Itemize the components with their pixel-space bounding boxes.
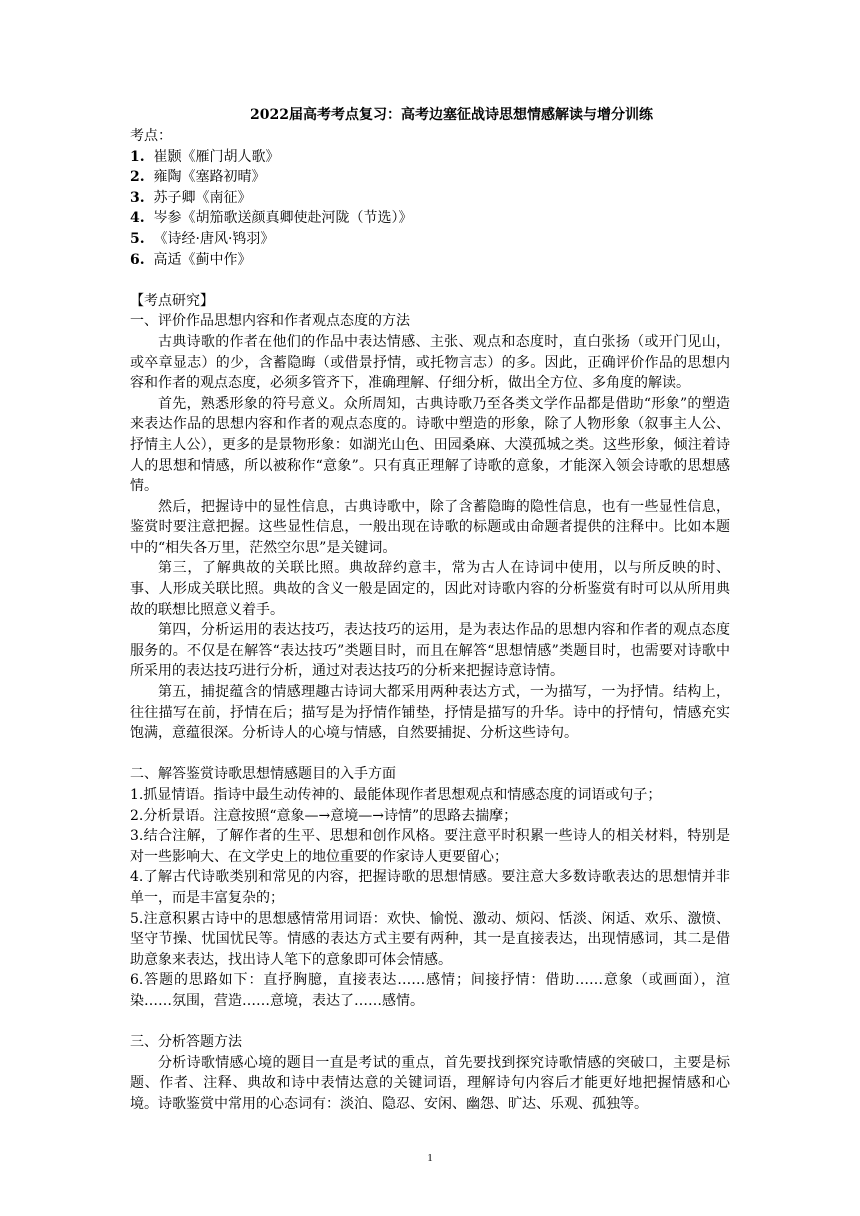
section-2-item: 1.抓显情语。指诗中最生动传神的、最能体现作者思想观点和情感态度的词语或句子； [130, 787, 662, 803]
section-1-paragraph: 首先，熟悉形象的符号意义。众所周知，古典诗歌乃至各类文学作品都是借助“形象”的塑造来表达作品的思想内容和作者的观点态度的。诗歌中塑造的形象，除了人物形象（叙事主人公、抒情主人公），更多的是景物形象：如湖光山色、田园桑麻、大漠孤城之类。这些形象，倾注着诗人的思想和情感，所以被称作“意象”。只有真正理解了诗歌的意象，才能深入领会诗歌的思想感情。 [130, 395, 730, 495]
kaodian-item-number: 6. [130, 251, 145, 268]
section-1-paragraph: 古典诗歌的作者在他们的作品中表达情感、主张、观点和态度时，直白张扬（或开门见山，或卒章显志）的少，含蓄隐晦（或借景抒情，或托物言志）的多。因此，正确评价作品的思想内容和作者的观点态度，必须多管齐下，准确理解、仔细分析，做出全方位、多角度的解读。 [130, 333, 730, 392]
section-3-paragraph: 分析诗歌情感心境的题目一直是考试的重点，首先要找到探究诗歌情感的突破口，主要是标题、作者、注释、典故和诗中表情达意的关键词语，理解诗句内容后才能更好地把握情感和心境。诗歌鉴赏中常用的心态词有：淡泊、隐忍、安闲、幽怨、旷达、乐观、孤独等。 [130, 1054, 730, 1112]
document-body [130, 105, 730, 1115]
page-number: 1 [427, 1152, 433, 1164]
kaodian-item-number: 2. [130, 169, 145, 186]
kaodian-item [130, 188, 730, 209]
spacer [130, 1012, 730, 1033]
section-2-item: 2.分析景语。注意按照“意象—→意境—→诗情”的思路去揣摩； [130, 807, 518, 824]
kaodian-item-text: 《诗经·唐风·鸨羽》 [153, 230, 275, 247]
kaodian-item-text: 苏子卿《南征》 [153, 189, 252, 206]
kaodian-item [130, 167, 730, 188]
section-2-heading: 二、解答鉴赏诗歌思想情感题目的入手方面 [130, 766, 396, 783]
section-2-item: 6.答题的思路如下：直抒胸臆，直接表达……感情；间接抒情：借助……意象（或画面），渲染……氛围，营造……意境，表达了……感情。 [130, 972, 730, 1009]
kaodian-item [130, 229, 730, 250]
kaodian-item [130, 208, 730, 229]
kaodian-item-number: 4. [130, 210, 145, 227]
section-3-heading: 三、分析答题方法 [130, 1034, 242, 1051]
spacer [130, 270, 730, 291]
kaodian-item-text: 雍陶《塞路初晴》 [153, 169, 266, 186]
research-heading: 【考点研究】 [130, 292, 214, 309]
kaodian-list [130, 147, 730, 271]
section-1-paragraph: 第四，分析运用的表达技巧，表达技巧的运用，是为表达作品的思想内容和作者的观点态度服务的。不仅是在解答“表达技巧”类题目时，而且在解答“思想情感”类题目时，也需要对诗歌中所采用的表达技巧进行分析，通过对表达技巧的分析来把握诗意诗情。 [130, 622, 730, 680]
section-1-paragraph: 第五，捕捉蕴含的情感理趣古诗词大都采用两种表达方式，一为描写，一为抒情。结构上，往往描写在前，抒情在后；描写是为抒情作铺垫，抒情是描写的升华。诗中的抒情句，情感充实饱满，意蕴很深。分析诗人的心境与情感，自然要捕捉、分析这些诗句。 [130, 684, 730, 742]
kaodian-item-number: 5. [130, 230, 145, 247]
kaodian-item [130, 147, 730, 168]
spacer [130, 744, 730, 765]
kaodian-item-text: 岑参《胡笳歌送颜真卿使赴河陇（节选）》 [153, 210, 413, 227]
section-2-item: 5.注意积累古诗中的思想感情常用词语：欢快、愉悦、激动、烦闷、恬淡、闲适、欢乐、激愤、坚守节操、忧国忧民等。情感的表达方式主要有两种，其一是直接表达，出现情感词，其二是借助意象来表达，找出诗人笔下的意象即可体会情感。 [130, 910, 730, 968]
kaodian-item-number: 1. [130, 148, 145, 165]
kaodian-item [130, 250, 730, 271]
kaodian-label: 考点： [130, 128, 172, 144]
kaodian-item-text: 崔颢《雁门胡人歌》 [153, 148, 280, 165]
section-2-item: 4.了解古代诗歌类别和常见的内容，把握诗歌的思想情感。要注意大多数诗歌表达的思想情并非单一，而是丰富复杂的； [130, 869, 730, 906]
kaodian-item-text: 高适《蓟中作》 [153, 251, 252, 268]
section-2-item: 3.结合注解，了解作者的生平、思想和创作风格。要注意平时积累一些诗人的相关材料，特别是对一些影响大、在文学史上的地位重要的作家诗人更要留心； [130, 828, 730, 865]
section-1-paragraph: 第三，了解典故的关联比照。典故辞约意丰，常为古人在诗词中使用，以与所反映的时、事、人形成关联比照。典故的含义一般是固定的，因此对诗歌内容的分析鉴赏有时可以从所用典故的联想比照意义着手。 [130, 560, 730, 618]
kaodian-item-number: 3. [130, 189, 145, 206]
section-1-heading: 一、评价作品思想内容和作者观点态度的方法 [130, 313, 410, 330]
document-title: 2022届高考考点复习：高考边塞征战诗思想情感解读与增分训练 [250, 107, 653, 123]
section-1-paragraph: 然后，把握诗中的显性信息，古典诗歌中，除了含蓄隐晦的隐性信息，也有一些显性信息，鉴赏时要注意把握。这些显性信息，一般出现在诗歌的标题或由命题者提供的注释中。比如本题中的“相失各万里，茫然空尔思”是关键词。 [130, 498, 730, 556]
